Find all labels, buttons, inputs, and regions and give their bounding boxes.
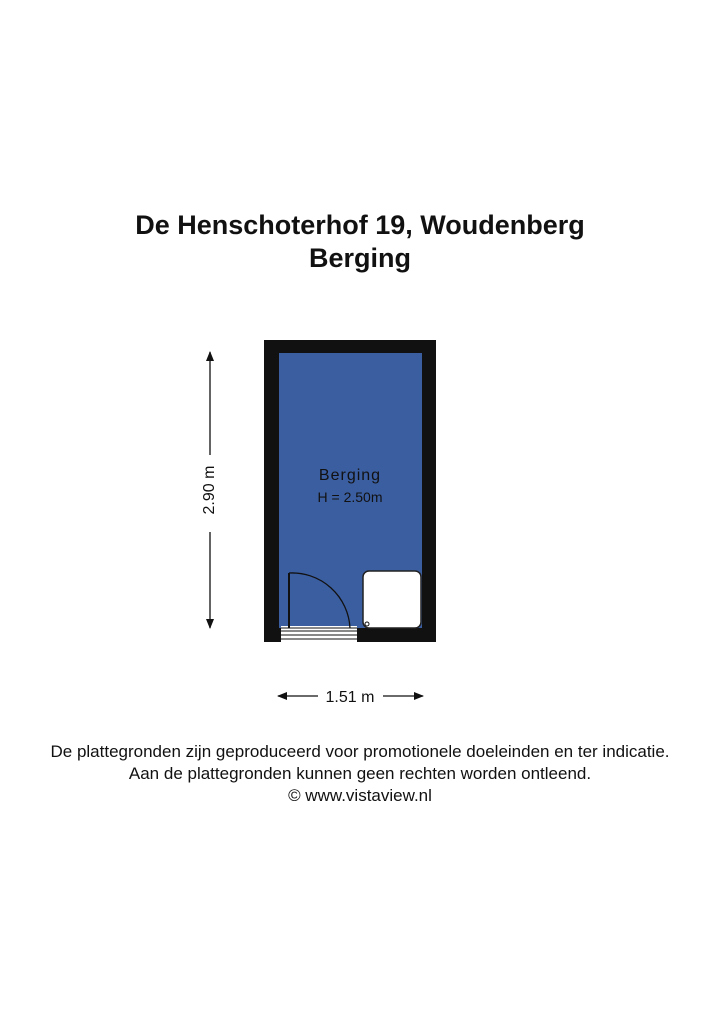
disclaimer-line-2: Aan de plattegronden kunnen geen rechten worden ontleend. <box>128 764 592 783</box>
storage-fixture <box>363 571 421 628</box>
room-label: Berging <box>318 467 382 484</box>
copyright-line: © www.vistaview.nl <box>288 786 432 805</box>
fixture-knob <box>365 622 369 626</box>
width-dimension-label: 1.51 m <box>325 689 375 706</box>
room-height-label: H = 2.50m <box>317 489 383 505</box>
depth-dimension-label: 2.90 m <box>201 465 219 515</box>
disclaimer-line-1: De plattegronden zijn geproduceerd voor promotionele doeleinden en ter indicatie. <box>50 742 670 761</box>
plan-title-floor: Berging <box>308 243 411 273</box>
plan-title-address: De Henschoterhof 19, Woudenberg <box>135 210 585 240</box>
